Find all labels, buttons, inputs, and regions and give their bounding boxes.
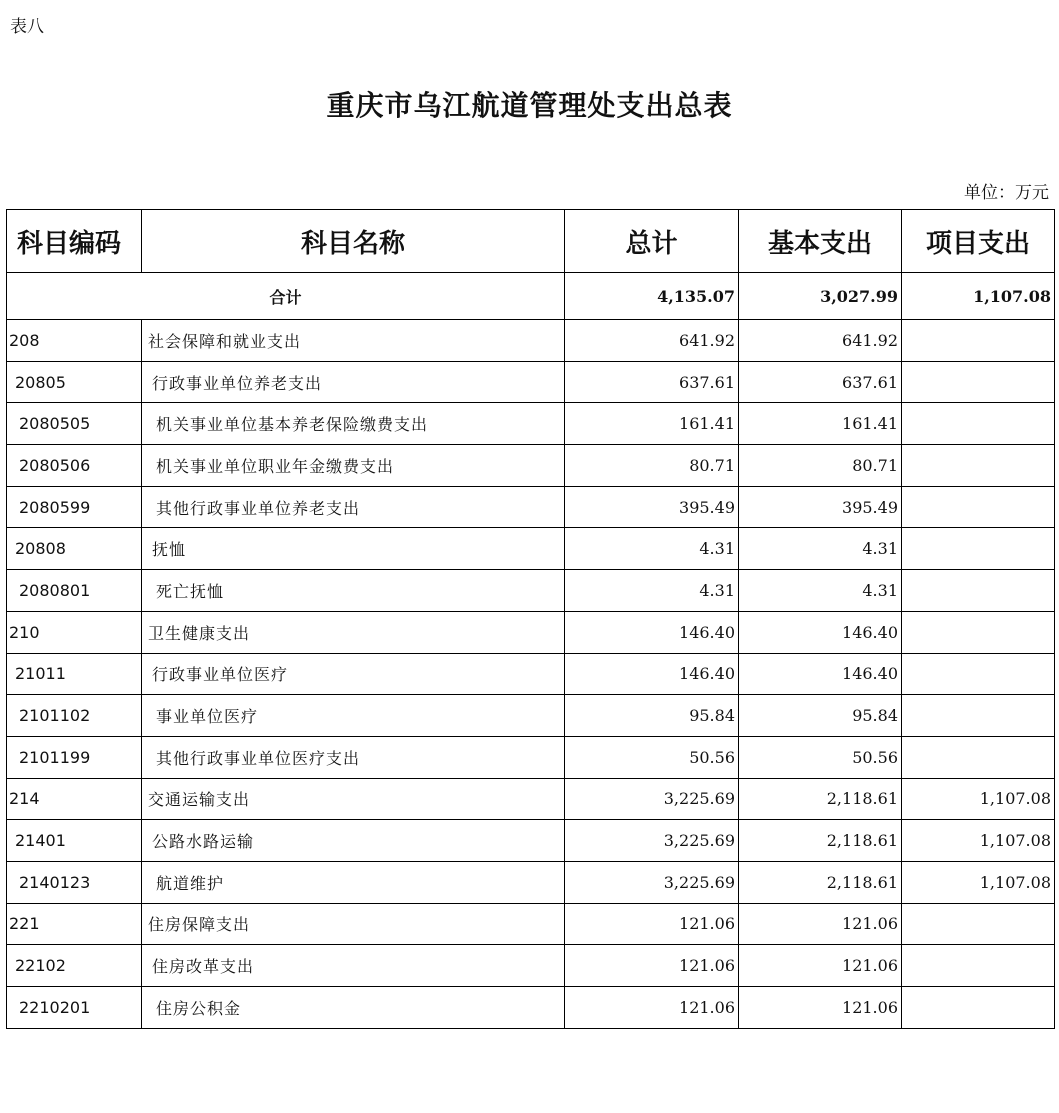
row-total: 146.40 <box>565 611 739 653</box>
row-total: 641.92 <box>565 320 739 362</box>
row-code: 2080599 <box>7 486 142 528</box>
row-name: 航道维护 <box>142 861 565 903</box>
row-basic: 2,118.61 <box>739 778 902 820</box>
table-row <box>7 987 1055 1029</box>
row-basic: 50.56 <box>739 736 902 778</box>
table-row <box>7 403 1055 445</box>
row-basic: 637.61 <box>739 361 902 403</box>
row-basic: 4.31 <box>739 528 902 570</box>
row-code: 214 <box>7 778 142 820</box>
header-basic: 基本支出 <box>739 210 902 273</box>
row-total: 80.71 <box>565 445 739 487</box>
total-label: 合计 <box>7 273 565 320</box>
row-project <box>902 695 1055 737</box>
table-row <box>7 486 1055 528</box>
row-project <box>902 445 1055 487</box>
row-code: 2080505 <box>7 403 142 445</box>
row-project: 1,107.08 <box>902 778 1055 820</box>
row-name: 社会保障和就业支出 <box>142 320 565 362</box>
row-name: 事业单位医疗 <box>142 695 565 737</box>
row-basic: 95.84 <box>739 695 902 737</box>
table-row <box>7 736 1055 778</box>
table-row <box>7 445 1055 487</box>
row-total: 146.40 <box>565 653 739 695</box>
row-code: 2140123 <box>7 861 142 903</box>
table-row <box>7 903 1055 945</box>
row-code: 2210201 <box>7 987 142 1029</box>
row-code: 21011 <box>7 653 142 695</box>
row-project <box>902 570 1055 612</box>
row-project <box>902 611 1055 653</box>
table-row <box>7 570 1055 612</box>
header-name: 科目名称 <box>142 210 565 273</box>
row-name: 卫生健康支出 <box>142 611 565 653</box>
table-row <box>7 861 1055 903</box>
row-basic: 121.06 <box>739 945 902 987</box>
table-row <box>7 653 1055 695</box>
row-code: 22102 <box>7 945 142 987</box>
unit-label: 单位：万元 <box>964 183 1049 203</box>
row-name: 机关事业单位职业年金缴费支出 <box>142 445 565 487</box>
row-code: 208 <box>7 320 142 362</box>
table-row <box>7 361 1055 403</box>
row-project <box>902 361 1055 403</box>
row-basic: 161.41 <box>739 403 902 445</box>
table-row <box>7 945 1055 987</box>
table-row <box>7 320 1055 362</box>
row-name: 行政事业单位医疗 <box>142 653 565 695</box>
table-row <box>7 611 1055 653</box>
row-total: 95.84 <box>565 695 739 737</box>
row-code: 221 <box>7 903 142 945</box>
row-total: 4.31 <box>565 570 739 612</box>
header-row <box>7 210 1055 273</box>
row-total: 121.06 <box>565 903 739 945</box>
row-code: 20808 <box>7 528 142 570</box>
row-project <box>902 736 1055 778</box>
row-code: 210 <box>7 611 142 653</box>
row-total: 4.31 <box>565 528 739 570</box>
row-basic: 4.31 <box>739 570 902 612</box>
row-project <box>902 528 1055 570</box>
row-project <box>902 987 1055 1029</box>
row-project <box>902 945 1055 987</box>
total-sum: 4,135.07 <box>565 273 739 320</box>
row-basic: 121.06 <box>739 987 902 1029</box>
row-name: 其他行政事业单位医疗支出 <box>142 736 565 778</box>
row-total: 395.49 <box>565 486 739 528</box>
row-total: 121.06 <box>565 945 739 987</box>
row-code: 20805 <box>7 361 142 403</box>
row-basic: 395.49 <box>739 486 902 528</box>
row-name: 住房改革支出 <box>142 945 565 987</box>
row-code: 2080506 <box>7 445 142 487</box>
row-basic: 2,118.61 <box>739 861 902 903</box>
row-total: 3,225.69 <box>565 820 739 862</box>
row-name: 机关事业单位基本养老保险缴费支出 <box>142 403 565 445</box>
row-total: 3,225.69 <box>565 861 739 903</box>
total-row <box>7 273 1055 320</box>
row-name: 住房保障支出 <box>142 903 565 945</box>
row-project: 1,107.08 <box>902 861 1055 903</box>
expenditure-table <box>6 209 1055 1029</box>
row-basic: 641.92 <box>739 320 902 362</box>
row-name: 住房公积金 <box>142 987 565 1029</box>
row-project <box>902 653 1055 695</box>
header-code: 科目编码 <box>7 210 142 273</box>
table-row <box>7 695 1055 737</box>
table-row <box>7 528 1055 570</box>
table-label: 表八 <box>10 17 44 37</box>
row-basic: 2,118.61 <box>739 820 902 862</box>
row-project: 1,107.08 <box>902 820 1055 862</box>
row-name: 行政事业单位养老支出 <box>142 361 565 403</box>
total-project: 1,107.08 <box>902 273 1055 320</box>
row-project <box>902 903 1055 945</box>
total-basic: 3,027.99 <box>739 273 902 320</box>
row-code: 21401 <box>7 820 142 862</box>
row-basic: 146.40 <box>739 653 902 695</box>
table-row <box>7 820 1055 862</box>
row-name: 抚恤 <box>142 528 565 570</box>
row-name: 其他行政事业单位养老支出 <box>142 486 565 528</box>
row-code: 2101102 <box>7 695 142 737</box>
header-project: 项目支出 <box>902 210 1055 273</box>
row-total: 50.56 <box>565 736 739 778</box>
row-project <box>902 320 1055 362</box>
row-total: 637.61 <box>565 361 739 403</box>
table-row <box>7 778 1055 820</box>
row-project <box>902 486 1055 528</box>
row-project <box>902 403 1055 445</box>
page-title: 重庆市乌江航道管理处支出总表 <box>326 89 733 122</box>
row-code: 2101199 <box>7 736 142 778</box>
row-basic: 121.06 <box>739 903 902 945</box>
header-total: 总计 <box>565 210 739 273</box>
row-name: 死亡抚恤 <box>142 570 565 612</box>
row-name: 交通运输支出 <box>142 778 565 820</box>
row-basic: 146.40 <box>739 611 902 653</box>
row-total: 3,225.69 <box>565 778 739 820</box>
row-code: 2080801 <box>7 570 142 612</box>
row-total: 161.41 <box>565 403 739 445</box>
row-total: 121.06 <box>565 987 739 1029</box>
row-basic: 80.71 <box>739 445 902 487</box>
row-name: 公路水路运输 <box>142 820 565 862</box>
